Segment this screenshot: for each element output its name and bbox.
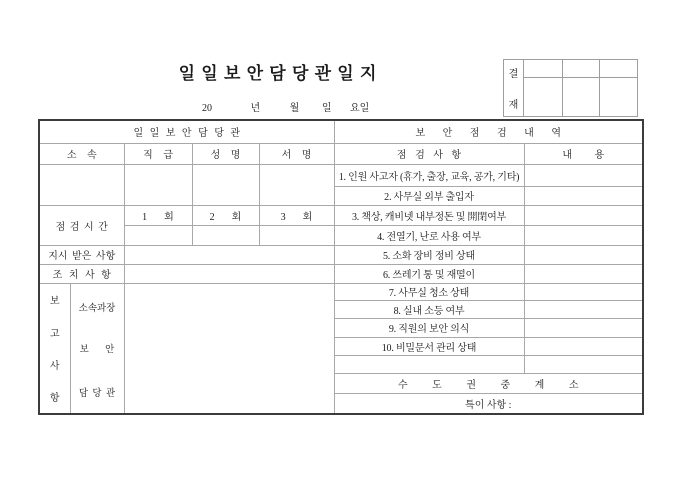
report-recipient-security: 보 안 [79,344,115,355]
content-cell [524,355,643,373]
col-header-affiliation: 소 속 [39,143,124,164]
approval-title-cell [599,60,637,77]
content-cell [524,164,643,186]
left-section-title: 일 일 보 안 담 당 관 [39,120,334,143]
approval-label-bottom: 재 [508,100,519,111]
check-item: 3. 책상, 캐비넷 내부정돈 및 開閉여부 [334,205,524,225]
action-entry-cell [124,264,334,283]
round-number: 1 [142,211,148,223]
col-header-name: 성 명 [192,143,259,164]
check-item: 9. 직원의 보안 의식 [334,318,524,337]
check-time-entry-cell [192,225,259,245]
date-year-prefix: 20 [202,103,212,114]
special-notes-label: 특이 사항 : [334,393,643,414]
round-unit: 회 [164,211,174,223]
approval-title-cell [524,60,562,77]
report-vertical-char: 보 [49,296,60,308]
entry-rank-cell [124,164,192,205]
round-number: 2 [209,211,215,223]
content-cell [524,318,643,337]
report-vertical-char: 항 [49,393,60,405]
col-header-rank: 직 급 [124,143,192,164]
round-unit: 회 [302,211,313,223]
entry-affiliation-cell [39,164,124,205]
round-number: 3 [280,211,286,223]
content-cell [524,264,643,283]
col-header-content: 내 용 [524,143,643,164]
approval-sign-cell [599,77,637,116]
content-cell [524,300,643,318]
check-item: 1. 인원 사고자 (휴가, 출장, 교육, 공가, 기타) [334,164,524,186]
entry-name-cell [192,164,259,205]
content-cell [524,205,643,225]
report-recipient-officer: 담 당 관 [78,388,116,399]
approval-signature-grid [524,60,637,116]
instruction-entry-cell [124,245,334,264]
check-item: 10. 비밀문서 관리 상태 [334,337,524,355]
approval-label-column [504,60,524,116]
extra-item-cell [334,355,524,373]
approval-sign-cell [562,77,600,116]
check-round-1 [124,205,192,225]
right-section-title: 보 안 점 검 내 역 [334,120,643,143]
round-unit: 회 [231,211,242,223]
date-weekday-label: 요일 [350,103,370,114]
instruction-label: 지시 받은 사항 [39,245,124,264]
check-item: 5. 소화 장비 정비 상태 [334,245,524,264]
approval-label-top: 결 [508,69,519,80]
report-vertical-label [39,283,70,414]
content-cell [524,283,643,300]
report-entry-area [124,283,334,414]
check-item: 7. 사무실 청소 상태 [334,283,524,300]
date-year-label: 년 [250,103,261,114]
report-recipients-cell [70,283,124,414]
check-round-2 [192,205,259,225]
check-item: 4. 전열기, 난로 사용 여부 [334,225,524,245]
date-line [202,99,369,114]
daily-security-log-table [38,119,644,415]
report-recipient-section-chief: 소속과장 [78,303,116,314]
form-title: 일 일 보 안 담 당 관 일 지 [178,64,378,83]
date-month-label: 월 [289,103,300,114]
report-vertical-char: 고 [49,328,60,340]
approval-sign-cell [524,77,562,116]
date-day-label: 일 [321,103,332,114]
content-cell [524,337,643,355]
approval-title-cell [562,60,600,77]
col-header-check-item: 점 검 사 항 [334,143,524,164]
entry-signature-cell [259,164,334,205]
check-time-entry-cell [124,225,192,245]
content-cell [524,186,643,205]
content-cell [524,245,643,264]
approval-box [503,59,638,117]
check-item: 2. 사무실 외부 출입자 [334,186,524,205]
report-vertical-char: 사 [49,360,60,372]
check-item: 6. 쓰레기 통 및 재떨이 [334,264,524,283]
check-item: 8. 실내 소등 여부 [334,300,524,318]
check-round-3 [259,205,334,225]
col-header-signature: 서 명 [259,143,334,164]
content-cell [524,225,643,245]
check-time-entry-cell [259,225,334,245]
check-time-label: 점 검 시 간 [39,205,124,245]
action-label: 조 치 사 항 [39,264,124,283]
station-name: 수 도 권 중 계 소 [334,373,643,393]
